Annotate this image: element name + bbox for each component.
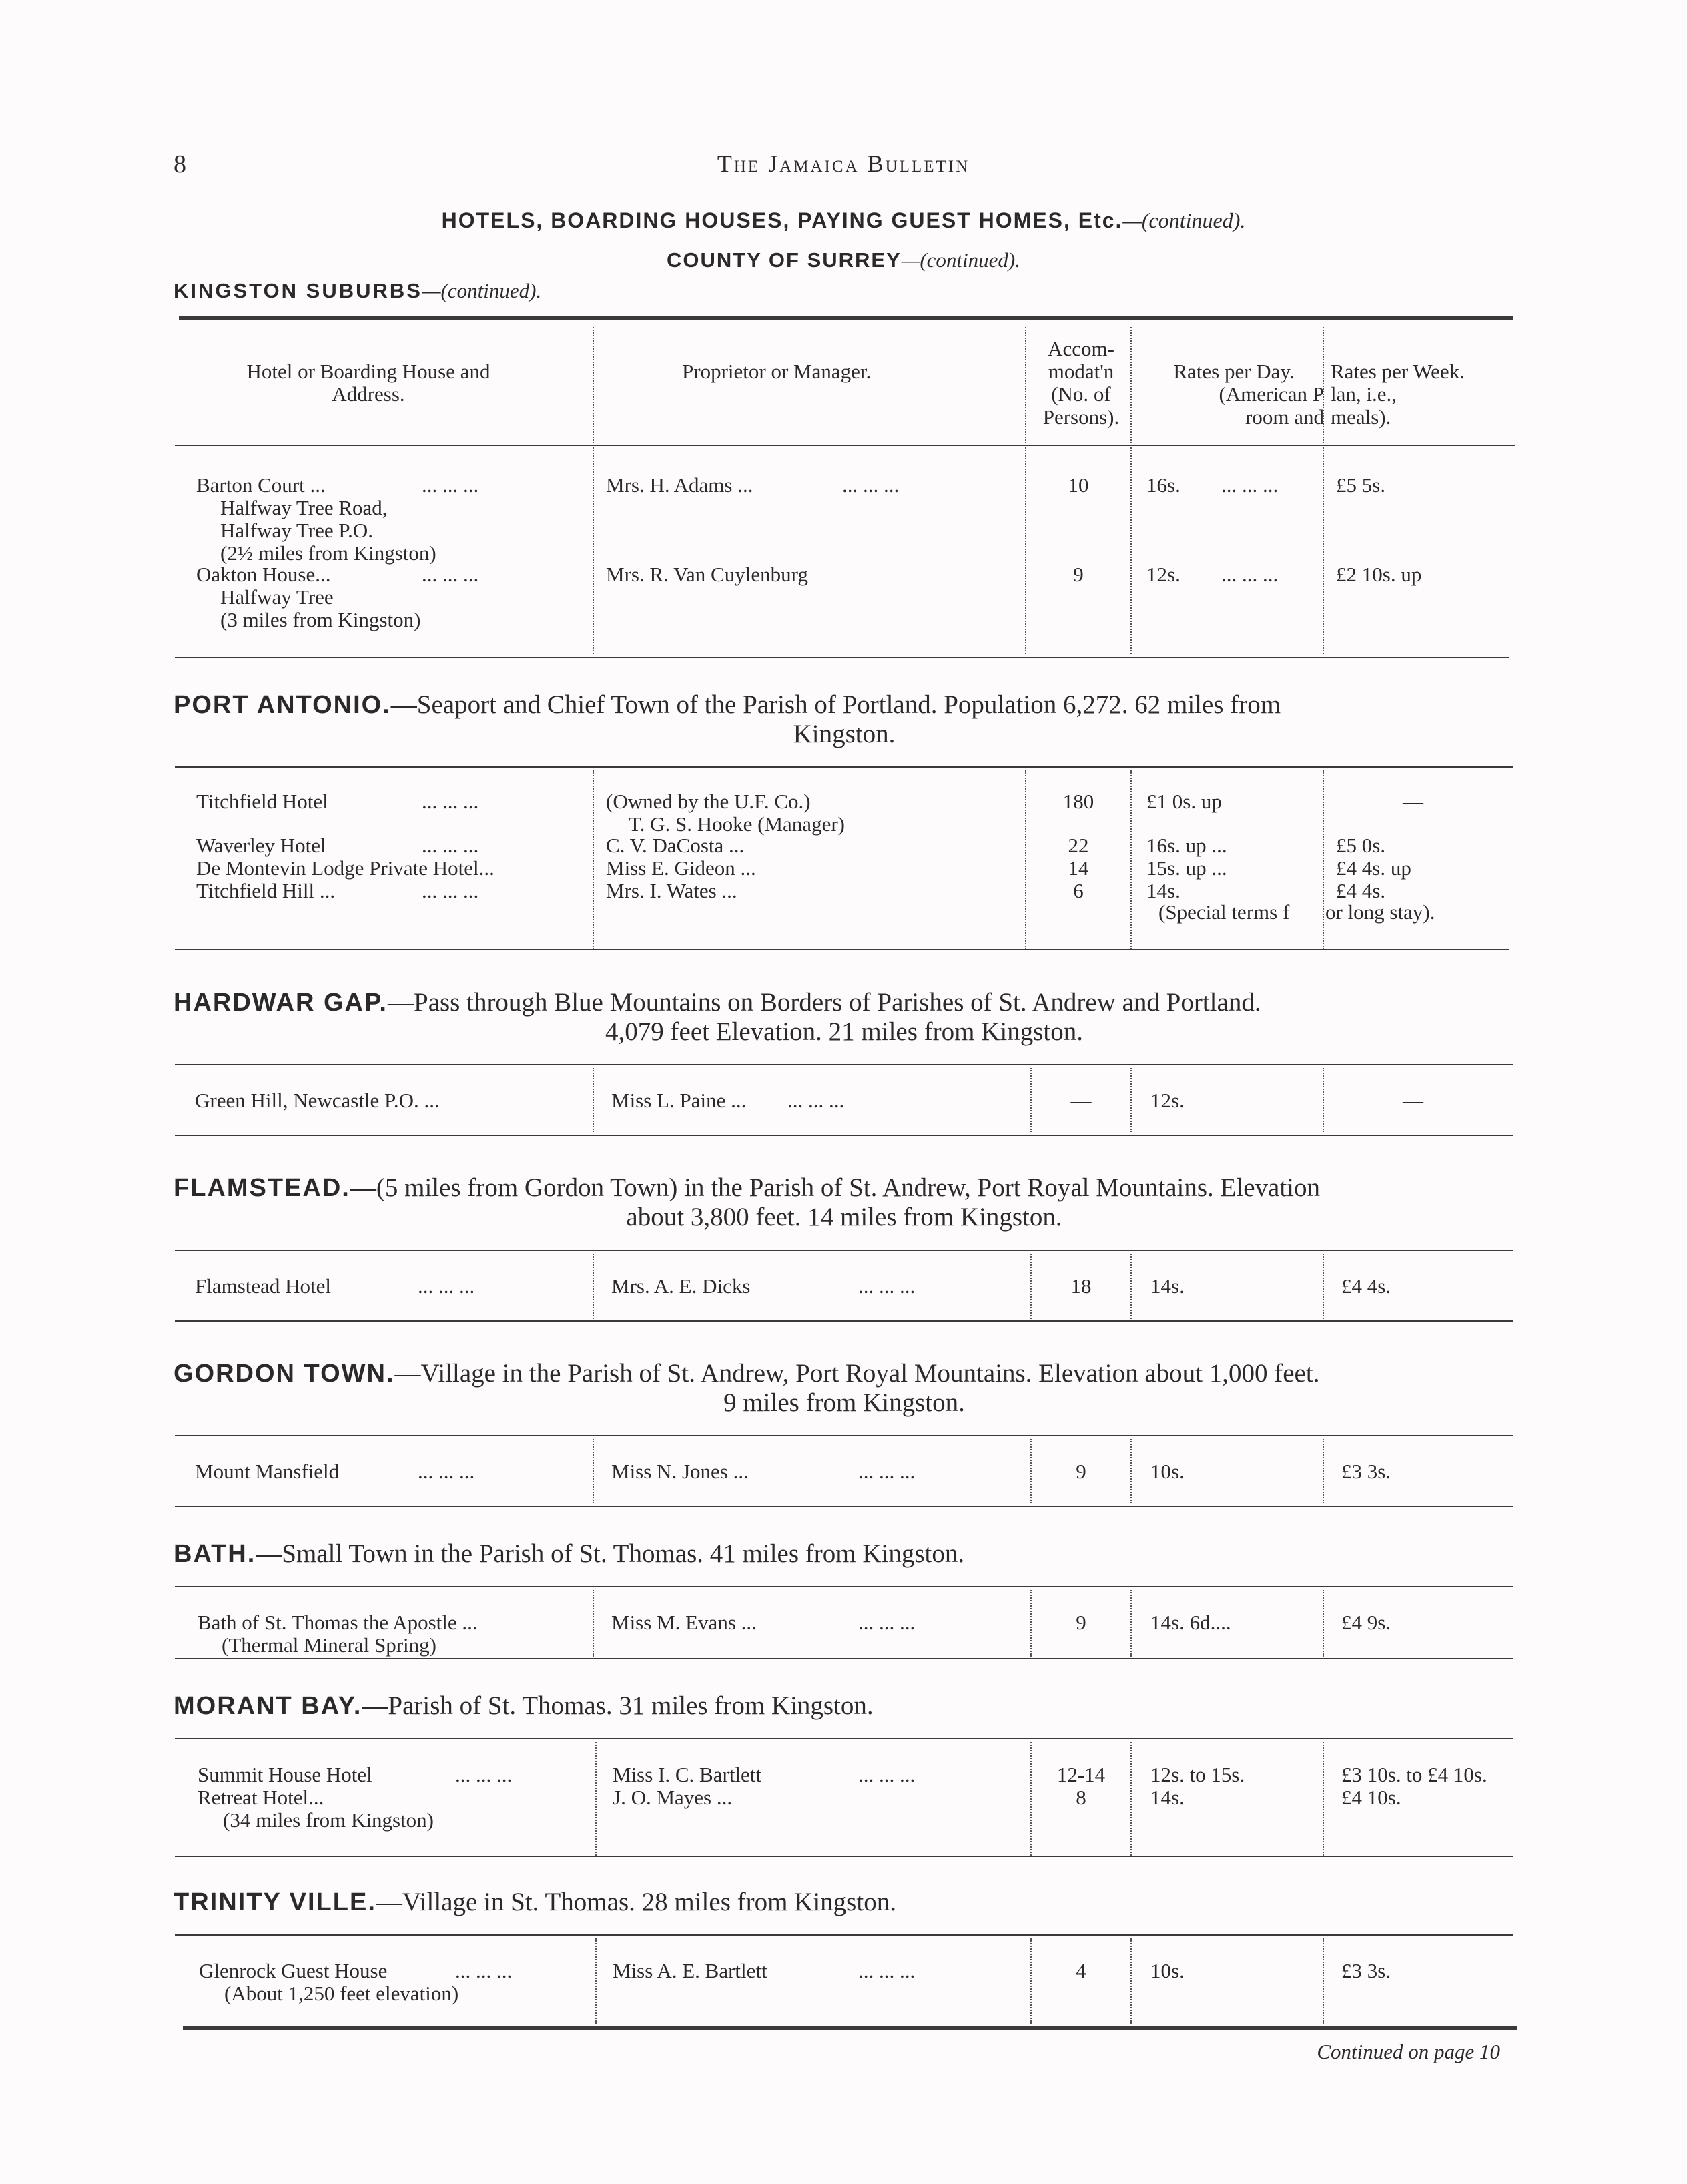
accommodation: 4 <box>1076 1959 1086 1982</box>
proprietor: Miss N. Jones ... <box>611 1460 749 1483</box>
hotel-name: Oakton House... <box>196 563 331 586</box>
rate-week: £5 5s. <box>1336 473 1386 497</box>
header-accom <box>1028 338 1134 429</box>
address-line: (2½ miles from Kingston) <box>220 541 436 565</box>
header-accom-line: modat'n <box>1048 360 1114 383</box>
hotel-name: Retreat Hotel... <box>198 1786 324 1809</box>
leader-dots: ... ... ... <box>858 1959 916 1982</box>
section-trinity-ville <box>174 1888 1515 1917</box>
leader-dots: ... ... ... <box>858 1763 916 1786</box>
rate-week: £4 4s. <box>1336 879 1386 902</box>
header-day <box>1144 360 1324 429</box>
rate-week: £4 4s. <box>1341 1274 1391 1298</box>
hardwar-table <box>175 1065 1515 1135</box>
rate-day: 15s. up ... <box>1146 856 1227 880</box>
hotel-name: Barton Court ... <box>196 473 326 497</box>
rate-week: £3 3s. <box>1341 1460 1391 1483</box>
rate-week: £4 10s. <box>1341 1786 1401 1809</box>
accommodation: 9 <box>1076 1611 1086 1634</box>
column-divider <box>1323 1439 1324 1503</box>
leader-dots: ... ... ... <box>1221 563 1279 586</box>
note-week: or long stay). <box>1325 900 1435 924</box>
proprietor: Miss I. C. Bartlett <box>613 1763 762 1786</box>
section-name: MORANT BAY. <box>174 1692 362 1720</box>
column-divider <box>1130 1068 1132 1132</box>
section-desc: —(5 miles from Gordon Town) in the Parish of St. Andrew, Port Royal Mountains. Elevation <box>350 1173 1321 1202</box>
hotel-name: Flamstead Hotel <box>195 1274 332 1298</box>
column-divider <box>593 1254 594 1319</box>
hotel-name: Glenrock Guest House <box>199 1959 388 1982</box>
accommodation: 9 <box>1073 563 1084 586</box>
rate-week: £3 10s. to £4 10s. <box>1341 1763 1487 1786</box>
sub-heading-cont: —(continued). <box>901 248 1020 272</box>
address-line: Halfway Tree Road, <box>220 496 388 519</box>
rate-day: £1 0s. up <box>1146 790 1222 813</box>
column-divider <box>595 1742 597 1856</box>
column-divider <box>1323 1938 1324 2024</box>
header-week-line: meals). <box>1331 405 1391 429</box>
leader-dots: ... ... ... <box>858 1460 916 1483</box>
header-day-line: room and <box>1245 405 1324 429</box>
column-divider <box>1130 1938 1132 2024</box>
section-hardwar-gap <box>174 988 1515 1047</box>
leader-dots: ... ... ... <box>422 790 479 813</box>
section-desc: —Small Town in the Parish of St. Thomas. 41 miles from Kingston. <box>256 1539 965 1568</box>
section-desc-line2: 9 miles from Kingston. <box>723 1388 965 1417</box>
morant-table <box>175 1739 1515 1858</box>
main-heading <box>0 208 1687 233</box>
rate-day: 12s. <box>1146 563 1180 586</box>
main-heading-cont: —(continued). <box>1122 208 1246 232</box>
accommodation: 10 <box>1068 473 1089 497</box>
suburb-heading-cont: —(continued). <box>422 279 542 302</box>
section-name: GORDON TOWN. <box>174 1360 395 1388</box>
sub-heading-text: COUNTY OF SURREY <box>666 248 902 272</box>
column-divider <box>1030 1254 1032 1319</box>
rate-week: £2 10s. up <box>1336 563 1422 586</box>
leader-dots: ... ... ... <box>422 834 479 857</box>
address-line: (Thermal Mineral Spring) <box>222 1633 436 1657</box>
proprietor: J. O. Mayes ... <box>613 1786 733 1809</box>
section-name: PORT ANTONIO. <box>174 691 391 719</box>
accommodation: 14 <box>1068 856 1089 880</box>
flamstead-table <box>175 1251 1515 1322</box>
column-divider <box>1130 1254 1132 1319</box>
proprietor: (Owned by the U.F. Co.) <box>606 790 811 813</box>
section-desc: —Seaport and Chief Town of the Parish of Portland. Population 6,272. 62 miles from <box>390 690 1281 719</box>
column-divider <box>1130 1742 1132 1856</box>
trinity-table <box>175 1936 1515 2028</box>
rate-week: £4 9s. <box>1341 1611 1391 1634</box>
header-day-line: (American P <box>1219 382 1324 406</box>
sub-heading <box>0 248 1687 272</box>
proprietor: Miss L. Paine ... <box>611 1089 747 1112</box>
proprietor: Miss M. Evans ... <box>611 1611 757 1634</box>
rate-week: £4 4s. up <box>1336 856 1411 880</box>
table-bottom-rule <box>175 1135 1513 1136</box>
proprietor: C. V. DaCosta ... <box>606 834 745 857</box>
section-desc: —Pass through Blue Mountains on Borders of Parishes of St. Andrew and Portland. <box>388 988 1261 1017</box>
column-divider <box>1030 1938 1032 2024</box>
header-week <box>1331 360 1524 429</box>
section-desc: —Village in St. Thomas. 28 miles from Kingston. <box>376 1888 896 1916</box>
suburb-heading <box>174 279 541 303</box>
column-divider <box>593 1068 594 1132</box>
header-hotel: Hotel or Boarding House and Address. <box>246 360 490 406</box>
header-week-line: Rates per Week. <box>1331 360 1465 383</box>
leader-dots: ... ... ... <box>858 1611 916 1634</box>
column-divider <box>1323 1254 1324 1319</box>
leader-dots: ... ... ... <box>418 1274 475 1298</box>
table-bottom-rule <box>175 1856 1513 1857</box>
header-day-line: Rates per Day. <box>1173 360 1295 383</box>
column-divider <box>1130 770 1132 949</box>
section-name: FLAMSTEAD. <box>174 1174 350 1202</box>
hotel-name: De Montevin Lodge Private Hotel... <box>196 856 494 880</box>
column-divider <box>595 1938 597 2024</box>
section-morant-bay <box>174 1691 1515 1721</box>
accommodation: — <box>1070 1089 1092 1112</box>
column-divider <box>1323 1742 1324 1856</box>
leader-dots: ... ... ... <box>858 1274 916 1298</box>
accommodation: 8 <box>1076 1786 1086 1809</box>
kingston-table <box>175 320 1515 657</box>
section-desc: —Village in the Parish of St. Andrew, Port Royal Mountains. Elevation about 1,000 feet. <box>394 1359 1320 1388</box>
rate-day: 14s. <box>1146 879 1180 902</box>
rate-day: 14s. 6d.... <box>1150 1611 1231 1634</box>
section-desc: —Parish of St. Thomas. 31 miles from Kingston. <box>362 1691 874 1720</box>
proprietor: Mrs. I. Wates ... <box>606 879 737 902</box>
bath-table <box>175 1587 1515 1659</box>
leader-dots: ... ... ... <box>787 1089 845 1112</box>
rate-week: — <box>1403 790 1423 813</box>
header-accom-line: Accom- <box>1048 337 1114 360</box>
section-name: HARDWAR GAP. <box>174 989 388 1017</box>
accommodation: 180 <box>1062 790 1094 813</box>
leader-dots: ... ... ... <box>842 473 900 497</box>
proprietor: Miss A. E. Bartlett <box>613 1959 767 1982</box>
rate-week: £3 3s. <box>1341 1959 1391 1982</box>
column-divider <box>593 770 594 949</box>
address-line: (3 miles from Kingston) <box>220 608 421 631</box>
column-divider <box>1130 1439 1132 1503</box>
section-flamstead <box>174 1173 1515 1232</box>
column-divider <box>1025 770 1026 949</box>
rate-day: 16s. <box>1146 473 1180 497</box>
section-bath <box>174 1539 1515 1569</box>
section-desc-line2: 4,079 feet Elevation. 21 miles from Kingston. <box>605 1017 1083 1046</box>
hotel-name: Waverley Hotel <box>196 834 326 857</box>
leader-dots: ... ... ... <box>422 563 479 586</box>
section-name: BATH. <box>174 1540 256 1568</box>
proprietor-line: T. G. S. Hooke (Manager) <box>629 812 845 836</box>
proprietor: Mrs. R. Van Cuylenburg <box>606 563 808 586</box>
column-divider <box>1030 1439 1032 1503</box>
main-heading-text: HOTELS, BOARDING HOUSES, PAYING GUEST HOMES, Etc. <box>441 208 1123 232</box>
page-bottom-rule <box>183 2026 1517 2030</box>
hotel-name: Titchfield Hill ... <box>196 879 336 902</box>
leader-dots: ... ... ... <box>422 473 479 497</box>
proprietor: Mrs. H. Adams ... <box>606 473 753 497</box>
rate-day: 12s. to 15s. <box>1150 1763 1245 1786</box>
running-head: The Jamaica Bulletin <box>717 150 970 177</box>
table-bottom-rule <box>175 1320 1513 1322</box>
column-divider <box>1030 1742 1032 1856</box>
table-bottom-rule <box>175 1658 1513 1659</box>
leader-dots: ... ... ... <box>422 879 479 902</box>
address-line: Halfway Tree <box>220 585 334 609</box>
note-day: (Special terms f <box>1158 900 1290 924</box>
table-bottom-rule <box>175 1506 1513 1507</box>
hotel-name: Bath of St. Thomas the Apostle ... <box>198 1611 478 1634</box>
rate-day: 14s. <box>1150 1786 1185 1809</box>
address-line: (About 1,250 feet elevation) <box>224 1982 459 2005</box>
rate-week: — <box>1403 1089 1423 1112</box>
rate-day: 14s. <box>1150 1274 1185 1298</box>
footer-continued: Continued on page 10 <box>1317 2040 1500 2063</box>
accommodation: 6 <box>1073 879 1084 902</box>
column-divider <box>593 1439 594 1503</box>
leader-dots: ... ... ... <box>418 1460 475 1483</box>
accommodation: 12-14 <box>1056 1763 1106 1786</box>
page-number: 8 <box>174 150 186 178</box>
leader-dots: ... ... ... <box>455 1763 513 1786</box>
section-desc-line2: Kingston. <box>793 720 896 748</box>
proprietor: Miss E. Gideon ... <box>606 856 756 880</box>
port-antonio-table <box>175 768 1515 950</box>
header-week-line: lan, i.e., <box>1331 382 1397 406</box>
hotel-name: Mount Mansfield <box>195 1460 340 1483</box>
rate-week: £5 0s. <box>1336 834 1386 857</box>
table-bottom-rule <box>175 657 1509 658</box>
accommodation: 22 <box>1068 834 1089 857</box>
accommodation: 9 <box>1076 1460 1086 1483</box>
column-divider <box>1030 1068 1032 1132</box>
gordon-table <box>175 1436 1515 1506</box>
section-desc-line2: about 3,800 feet. 14 miles from Kingston. <box>626 1203 1062 1232</box>
table-bottom-rule <box>175 949 1509 950</box>
proprietor: Mrs. A. E. Dicks <box>611 1274 751 1298</box>
address-line: (34 miles from Kingston) <box>223 1808 434 1832</box>
header-accom-line: Persons). <box>1042 405 1120 429</box>
hotel-name: Titchfield Hotel <box>196 790 328 813</box>
leader-dots: ... ... ... <box>455 1959 513 1982</box>
rate-day: 12s. <box>1150 1089 1185 1112</box>
address-line: Halfway Tree P.O. <box>220 519 374 542</box>
accommodation: 18 <box>1070 1274 1092 1298</box>
suburb-heading-text: KINGSTON SUBURBS <box>174 279 422 302</box>
header-accom-line: (No. of <box>1051 382 1111 406</box>
section-port-antonio <box>174 690 1515 749</box>
rate-day: 16s. up ... <box>1146 834 1227 857</box>
hotel-name: Green Hill, Newcastle P.O. ... <box>195 1089 440 1112</box>
section-name: TRINITY VILLE. <box>174 1888 376 1916</box>
column-divider <box>1323 770 1324 949</box>
rate-day: 10s. <box>1150 1959 1185 1982</box>
column-divider <box>1323 1068 1324 1132</box>
rate-day: 10s. <box>1150 1460 1185 1483</box>
header-rule <box>175 445 1515 446</box>
hotel-name: Summit House Hotel <box>198 1763 372 1786</box>
leader-dots: ... ... ... <box>1221 473 1279 497</box>
section-gordon-town <box>174 1359 1515 1418</box>
header-proprietor: Proprietor or Manager. <box>682 360 872 383</box>
